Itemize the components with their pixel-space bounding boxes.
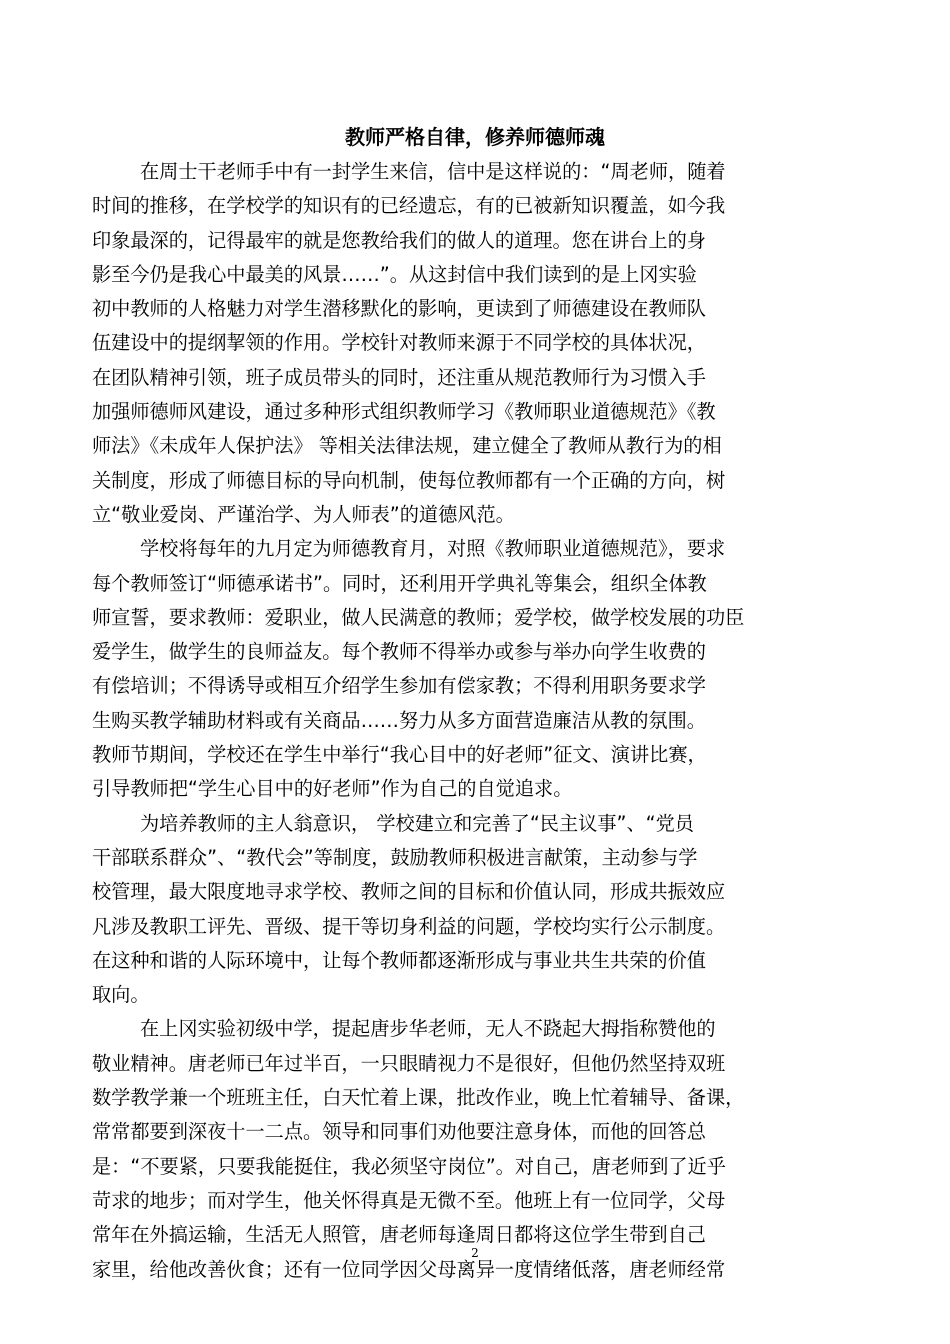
text-line: 在上冈实验初级中学，提起唐步华老师，无人不跷起大拇指称赞他的 — [140, 1017, 716, 1041]
text-line: 引导教师把“学生心目中的好老师”作为自己的自觉追求。 — [92, 777, 573, 801]
text-line: 关制度，形成了师德目标的导向机制，使每位教师都有一个正确的方向，树 — [92, 468, 726, 492]
text-line: 数学教学兼一个班班主任，白天忙着上课，批改作业，晚上忙着辅导、备课， — [92, 1086, 745, 1110]
text-line: 立“敬业爱岗、严谨治学、为人师表”的道德风范。 — [92, 502, 515, 526]
text-line: 师法》《未成年人保护法》 等相关法律法规，建立健全了教师从教行为的相 — [92, 434, 722, 458]
text-line: 学校将每年的九月定为师德教育月，对照《教师职业道德规范》，要求 — [140, 537, 726, 561]
text-line: 有偿培训；不得诱导或相互介绍学生参加有偿家教；不得利用职务要求学 — [92, 674, 706, 698]
text-line: 干部联系群众”、“教代会”等制度，鼓励教师积极进言献策，主动参与学 — [92, 845, 698, 869]
text-line: 是：“不要紧，只要我能挺住，我必须坚守岗位”。对自己，唐老师到了近乎 — [92, 1154, 726, 1178]
text-line: 生购买教学辅助材料或有关商品……努力从多方面营造廉洁从教的氛围。 — [92, 708, 706, 732]
text-line: 初中教师的人格魅力对学生潜移默化的影响，更读到了师德建设在教师队 — [92, 297, 706, 321]
text-line: 家里，给他改善伙食；还有一位同学因父母离异一度情绪低落，唐老师经常 — [92, 1257, 726, 1281]
document-title: 教师严格自律，修养师德师魂 — [345, 125, 605, 149]
text-line: 常常都要到深夜十一二点。领导和同事们劝他要注意身体，而他的回答总 — [92, 1120, 706, 1144]
text-line: 印象最深的，记得最牢的就是您教给我们的做人的道理。您在讲台上的身 — [92, 228, 706, 252]
text-line: 在团队精神引领，班子成员带头的同时，还注重从规范教师行为习惯入手 — [92, 365, 706, 389]
paragraph — [92, 155, 862, 532]
text-line: 每个教师签订“师德承诺书”。同时，还利用开学典礼等集会，组织全体教 — [92, 571, 707, 595]
text-line: 在这种和谐的人际环境中，让每个教师都逐渐形成与事业共生共荣的价值 — [92, 948, 706, 972]
text-line: 师宣誓，要求教师：爱职业，做人民满意的教师；爱学校，做学校发展的功臣 — [92, 605, 745, 629]
text-line: 凡涉及教职工评先、晋级、提干等切身利益的问题，学校均实行公示制度。 — [92, 914, 726, 938]
page-number: 2 — [471, 1246, 479, 1260]
text-line: 伍建设中的提纲挈领的作用。学校针对教师来源于不同学校的具体状况， — [92, 331, 706, 355]
text-line: 影至今仍是我心中最美的风景……”。从这封信中我们读到的是上冈实验 — [92, 262, 697, 286]
text-line: 敬业精神。唐老师已年过半百，一只眼睛视力不是很好，但他仍然坚持双班 — [92, 1051, 726, 1075]
paragraph — [92, 532, 862, 806]
text-line: 取向。 — [92, 983, 150, 1007]
text-line: 加强师德师风建设，通过多种形式组织教师学习《教师职业道德规范》《教 — [92, 400, 716, 424]
document-body — [92, 155, 862, 1287]
paragraph — [92, 807, 862, 1013]
text-line: 教师节期间，学校还在学生中举行“我心目中的好老师”征文、演讲比赛， — [92, 743, 707, 767]
text-line: 常年在外搞运输，生活无人照管，唐老师每逢周日都将这位学生带到自己 — [92, 1223, 706, 1247]
text-line: 为培养教师的主人翁意识， 学校建立和完善了“民主议事”、“党员 — [140, 811, 694, 835]
text-line: 时间的推移，在学校学的知识有的已经遗忘，有的已被新知识覆盖，如今我 — [92, 194, 726, 218]
text-line: 苛求的地步；而对学生，他关怀得真是无微不至。他班上有一位同学，父母 — [92, 1188, 726, 1212]
text-line: 在周士干老师手中有一封学生来信，信中是这样说的：“周老师，随着 — [140, 160, 726, 183]
text-line: 爱学生，做学生的良师益友。每个教师不得举办或参与举办向学生收费的 — [92, 640, 706, 664]
text-line: 校管理，最大限度地寻求学校、教师之间的目标和价值认同，形成共振效应 — [92, 880, 726, 904]
